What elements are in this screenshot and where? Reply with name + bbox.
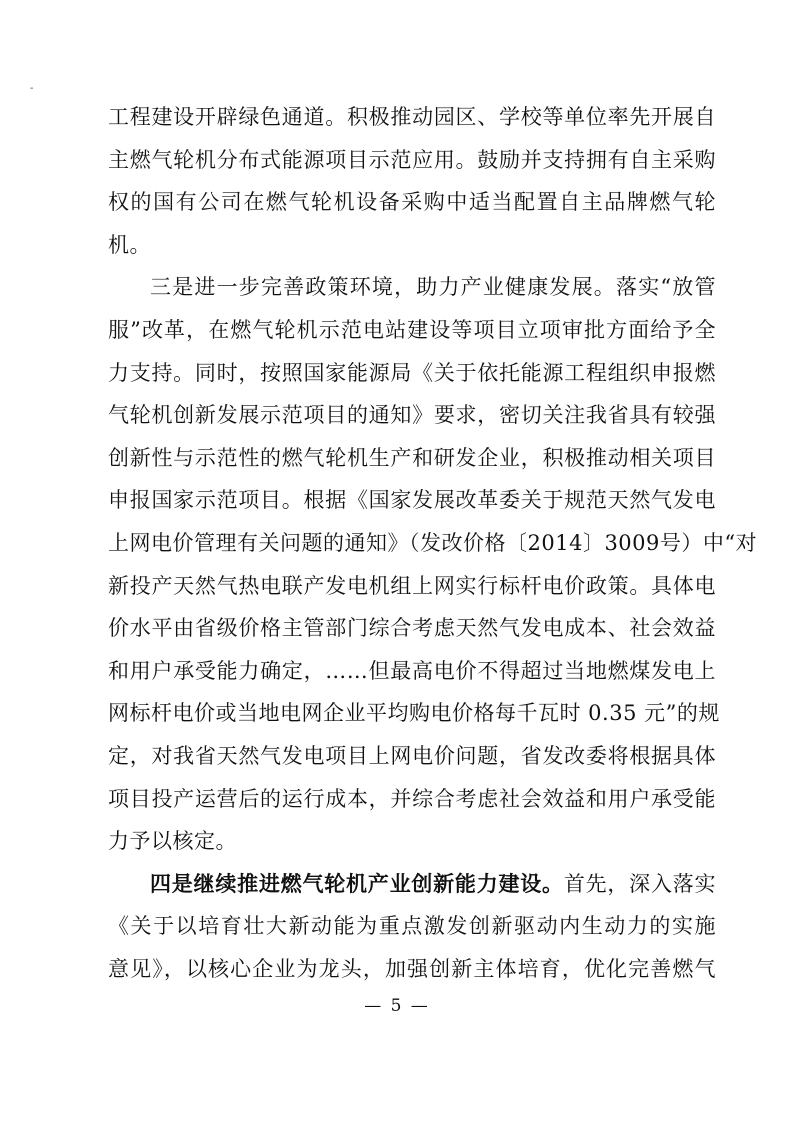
text-line: 意见》，以核心企业为龙头，加强创新主体培育，优化完善燃气 bbox=[108, 956, 716, 981]
text-line: 项目投产运营后的运行成本，并综合考虑社会效益和用户承受能 bbox=[108, 786, 716, 811]
text-line: 服”改革，在燃气轮机示范电站建设等项目立项审批方面给予全 bbox=[108, 317, 716, 342]
paragraph-three-first-line: 三是进一步完善政策环境，助力产业健康发展。落实“放管 bbox=[150, 275, 716, 300]
text-line: 工程建设开辟绿色通道。积极推动园区、学校等单位率先开展自 bbox=[108, 105, 716, 129]
page-number: — 5 — bbox=[364, 996, 430, 1016]
text-line: 价水平由省级价格主管部门综合考虑天然气发电成本、社会效益 bbox=[108, 616, 716, 641]
text-line: 力予以核定。 bbox=[108, 829, 237, 854]
paragraph-four-text: 首先，深入落实 bbox=[563, 871, 717, 896]
document-body bbox=[108, 96, 758, 990]
text-line: 和用户承受能力确定，……但最高电价不得超过当地燃煤发电上 bbox=[108, 658, 716, 683]
text-line: 《关于以培育壮大新动能为重点激发创新驱动内生动力的实施 bbox=[108, 914, 716, 939]
text-line: 定，对我省天然气发电项目上网电价问题，省发改委将根据具体 bbox=[108, 743, 716, 768]
text-line: 网标杆电价或当地电网企业平均购电价格每千瓦时 0.35 元”的规 bbox=[108, 701, 720, 726]
paragraph-four-heading: 四是继续推进燃气轮机产业创新能力建设。 bbox=[150, 870, 564, 896]
text-line: 创新性与示范性的燃气轮机生产和研发企业，积极推动相关项目 bbox=[108, 445, 716, 470]
text-line: 新投产天然气热电联产发电机组上网实行标杆电价政策。具体电 bbox=[108, 573, 716, 598]
text-line: 权的国有公司在燃气轮机设备采购中适当配置自主品牌燃气轮 bbox=[108, 190, 716, 215]
text-line: 上网电价管理有关问题的通知》（发改价格〔2014〕3009号）中“对 bbox=[108, 530, 758, 555]
text-line: 主燃气轮机分布式能源项目示范应用。鼓励并支持拥有自主采购 bbox=[108, 147, 716, 172]
text-line: 力支持。同时，按照国家能源局《关于依托能源工程组织申报燃 bbox=[108, 360, 716, 385]
paragraph-four-first-line bbox=[108, 863, 716, 906]
text-line: 申报国家示范项目。根据《国家发展改革委关于规范天然气发电 bbox=[108, 488, 716, 513]
text-line: 机。 bbox=[108, 232, 151, 257]
scan-mark: - bbox=[30, 83, 34, 94]
text-line: 气轮机创新发展示范项目的通知》要求，密切关注我省具有较强 bbox=[108, 403, 716, 428]
